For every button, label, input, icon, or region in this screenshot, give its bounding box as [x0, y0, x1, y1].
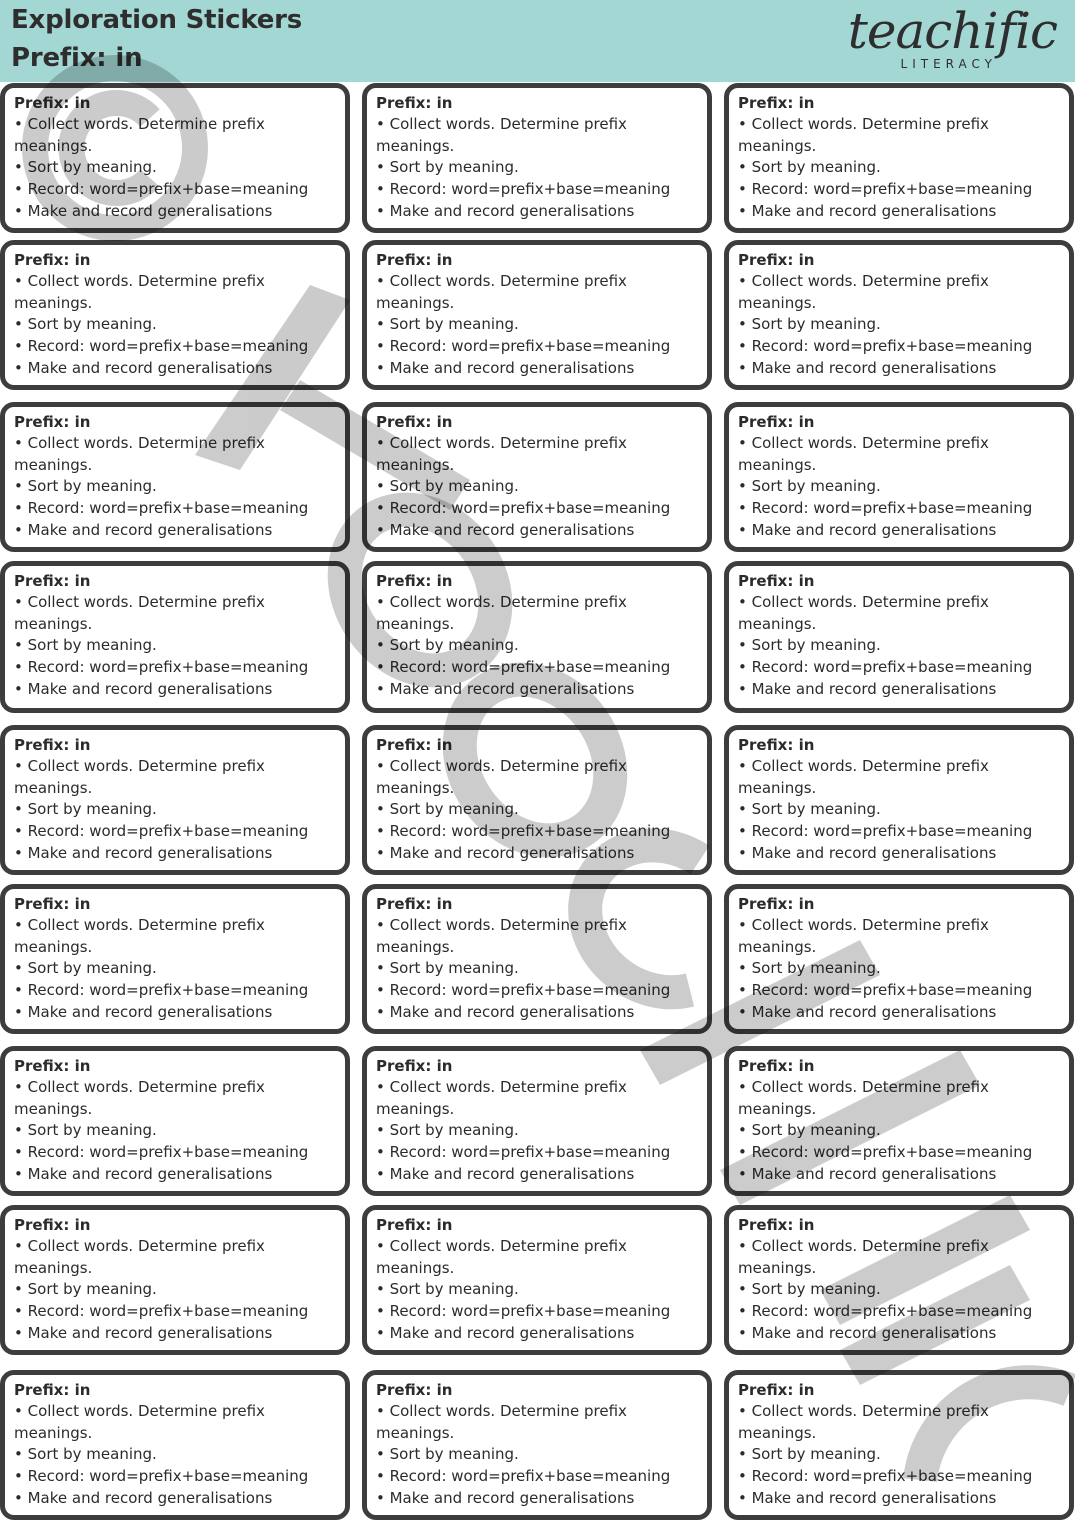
- sticker-instruction-line: meanings.: [14, 1423, 93, 1442]
- sticker-title: Prefix: in: [14, 251, 91, 269]
- sticker-title: Prefix: in: [738, 572, 815, 590]
- sticker-instruction-line: • Collect words. Determine prefix: [14, 434, 265, 452]
- sticker-instruction-line: • Sort by meaning.: [738, 1280, 881, 1299]
- sticker-title: Prefix: in: [738, 413, 815, 431]
- sticker-instruction-line: • Sort by meaning.: [14, 315, 157, 334]
- sticker-title: Prefix: in: [14, 572, 91, 590]
- sticker-instruction-line: • Record: word=prefix+base=meaning: [14, 337, 309, 356]
- sticker-instruction-line: • Record: word=prefix+base=meaning: [376, 499, 671, 518]
- sticker-instruction-line: • Sort by meaning.: [376, 1445, 519, 1464]
- sticker-instruction-line: • Collect words. Determine prefix: [376, 593, 627, 611]
- page-title: Exploration Stickers: [11, 5, 303, 35]
- sticker-instruction-line: • Sort by meaning.: [376, 800, 519, 819]
- sticker-instruction-line: • Collect words. Determine prefix: [376, 272, 627, 290]
- sticker-instruction-line: • Make and record generalisations: [376, 1002, 635, 1021]
- sticker-instruction-line: • Record: word=prefix+base=meaning: [738, 1302, 1033, 1321]
- sticker-instruction-line: • Collect words. Determine prefix: [14, 593, 265, 611]
- sticker-instruction-line: • Sort by meaning.: [738, 959, 881, 978]
- sticker-instruction-line: meanings.: [14, 614, 93, 633]
- sticker-instruction-line: • Make and record generalisations: [14, 520, 273, 539]
- sticker-card: [362, 240, 712, 390]
- sticker-card: [362, 561, 712, 713]
- sticker-card: [362, 1046, 712, 1196]
- logo-wordmark: teachific: [847, 2, 1057, 60]
- sticker-instruction-line: • Collect words. Determine prefix: [14, 757, 265, 775]
- sticker-card: [724, 1046, 1074, 1196]
- sticker-instruction-line: • Make and record generalisations: [738, 1488, 997, 1507]
- sticker-instruction-line: • Make and record generalisations: [14, 201, 273, 220]
- sticker-instruction-line: • Sort by meaning.: [738, 477, 881, 496]
- sticker-instruction-line: meanings.: [376, 1258, 455, 1277]
- sticker-instruction-line: • Collect words. Determine prefix: [14, 272, 265, 290]
- sticker-card: [724, 725, 1074, 875]
- sticker-instruction-line: • Record: word=prefix+base=meaning: [14, 822, 309, 841]
- sticker-instruction-line: • Collect words. Determine prefix: [376, 1237, 627, 1255]
- sticker-instruction-line: meanings.: [738, 455, 817, 474]
- sticker-instruction-line: • Collect words. Determine prefix: [376, 1078, 627, 1096]
- sticker-instruction-line: • Record: word=prefix+base=meaning: [738, 1467, 1033, 1486]
- sticker-card: [362, 83, 712, 233]
- sticker-instruction-line: meanings.: [376, 614, 455, 633]
- sticker-instruction-line: meanings.: [14, 778, 93, 797]
- sticker-instruction-line: • Sort by meaning.: [14, 158, 157, 177]
- sticker-instruction-line: • Record: word=prefix+base=meaning: [738, 822, 1033, 841]
- sticker-instruction-line: meanings.: [738, 293, 817, 312]
- sticker-instruction-line: • Sort by meaning.: [14, 1121, 157, 1140]
- sticker-card: [362, 1370, 712, 1520]
- sticker-instruction-line: • Make and record generalisations: [376, 201, 635, 220]
- sticker-instruction-line: meanings.: [738, 1099, 817, 1118]
- sticker-instruction-line: • Make and record generalisations: [376, 1164, 635, 1183]
- sticker-instruction-line: • Sort by meaning.: [738, 1445, 881, 1464]
- sticker-instruction-line: • Collect words. Determine prefix: [14, 115, 265, 133]
- sticker-title: Prefix: in: [376, 736, 453, 754]
- sticker-instruction-line: • Sort by meaning.: [14, 800, 157, 819]
- sticker-title: Prefix: in: [376, 572, 453, 590]
- sticker-instruction-line: • Collect words. Determine prefix: [376, 757, 627, 775]
- sticker-title: Prefix: in: [738, 895, 815, 913]
- sticker-title: Prefix: in: [376, 895, 453, 913]
- logo-subtitle: LITERACY: [900, 57, 997, 71]
- sticker-instruction-line: • Sort by meaning.: [738, 315, 881, 334]
- sticker-title: Prefix: in: [376, 251, 453, 269]
- sticker-instruction-line: • Record: word=prefix+base=meaning: [376, 658, 671, 677]
- sticker-instruction-line: • Make and record generalisations: [376, 843, 635, 862]
- sticker-title: Prefix: in: [376, 1057, 453, 1075]
- sticker-instruction-line: meanings.: [376, 293, 455, 312]
- sticker-instruction-line: • Make and record generalisations: [738, 201, 997, 220]
- sticker-card: [0, 1046, 350, 1196]
- sticker-instruction-line: • Collect words. Determine prefix: [376, 1402, 627, 1420]
- sticker-instruction-line: • Record: word=prefix+base=meaning: [14, 981, 309, 1000]
- sticker-instruction-line: meanings.: [14, 1099, 93, 1118]
- sticker-instruction-line: • Sort by meaning.: [376, 959, 519, 978]
- sticker-instruction-line: • Make and record generalisations: [376, 1488, 635, 1507]
- sticker-instruction-line: meanings.: [14, 136, 93, 155]
- sticker-instruction-line: • Record: word=prefix+base=meaning: [14, 658, 309, 677]
- sticker-card: [0, 1205, 350, 1355]
- sticker-instruction-line: • Make and record generalisations: [14, 1002, 273, 1021]
- sticker-instruction-line: • Make and record generalisations: [738, 1002, 997, 1021]
- sticker-instruction-line: meanings.: [14, 937, 93, 956]
- sticker-instruction-line: • Record: word=prefix+base=meaning: [376, 1143, 671, 1162]
- sticker-instruction-line: • Sort by meaning.: [738, 158, 881, 177]
- sticker-instruction-line: • Make and record generalisations: [738, 358, 997, 377]
- sticker-instruction-line: • Record: word=prefix+base=meaning: [14, 499, 309, 518]
- sticker-instruction-line: • Collect words. Determine prefix: [738, 1402, 989, 1420]
- sticker-instruction-line: • Sort by meaning.: [376, 636, 519, 655]
- sticker-instruction-line: • Collect words. Determine prefix: [738, 272, 989, 290]
- sticker-title: Prefix: in: [14, 1216, 91, 1234]
- sticker-card: [0, 884, 350, 1034]
- sticker-instruction-line: • Make and record generalisations: [738, 679, 997, 698]
- sticker-instruction-line: • Collect words. Determine prefix: [14, 1237, 265, 1255]
- sticker-instruction-line: • Make and record generalisations: [376, 520, 635, 539]
- sticker-card: [0, 1370, 350, 1520]
- sticker-instruction-line: meanings.: [738, 1423, 817, 1442]
- sticker-instruction-line: meanings.: [738, 937, 817, 956]
- sticker-instruction-line: • Collect words. Determine prefix: [14, 1402, 265, 1420]
- sticker-card: [724, 240, 1074, 390]
- sticker-instruction-line: • Record: word=prefix+base=meaning: [738, 658, 1033, 677]
- sticker-instruction-line: • Record: word=prefix+base=meaning: [376, 180, 671, 199]
- sticker-instruction-line: • Sort by meaning.: [14, 1280, 157, 1299]
- sticker-instruction-line: meanings.: [738, 1258, 817, 1277]
- sticker-instruction-line: meanings.: [376, 1423, 455, 1442]
- sticker-card: [0, 83, 350, 233]
- sticker-instruction-line: • Record: word=prefix+base=meaning: [376, 1302, 671, 1321]
- sticker-instruction-line: meanings.: [376, 455, 455, 474]
- sticker-instruction-line: • Make and record generalisations: [738, 520, 997, 539]
- sticker-instruction-line: meanings.: [14, 293, 93, 312]
- sticker-instruction-line: • Collect words. Determine prefix: [376, 434, 627, 452]
- sticker-instruction-line: • Make and record generalisations: [14, 358, 273, 377]
- sticker-card: [362, 725, 712, 875]
- sticker-instruction-line: • Sort by meaning.: [376, 1280, 519, 1299]
- sticker-instruction-line: • Sort by meaning.: [14, 959, 157, 978]
- sticker-card: [362, 884, 712, 1034]
- sticker-title: Prefix: in: [14, 736, 91, 754]
- sticker-instruction-line: • Collect words. Determine prefix: [14, 1078, 265, 1096]
- sticker-title: Prefix: in: [376, 1381, 453, 1399]
- sticker-instruction-line: • Collect words. Determine prefix: [738, 757, 989, 775]
- sticker-instruction-line: • Record: word=prefix+base=meaning: [376, 1467, 671, 1486]
- sticker-instruction-line: • Record: word=prefix+base=meaning: [376, 337, 671, 356]
- sticker-card: [724, 561, 1074, 713]
- sticker-instruction-line: • Make and record generalisations: [14, 679, 273, 698]
- sticker-card: [724, 1205, 1074, 1355]
- sticker-instruction-line: • Make and record generalisations: [14, 1164, 273, 1183]
- sticker-instruction-line: • Sort by meaning.: [14, 1445, 157, 1464]
- sticker-instruction-line: • Sort by meaning.: [376, 158, 519, 177]
- sticker-card: [0, 402, 350, 552]
- sticker-instruction-line: • Collect words. Determine prefix: [14, 916, 265, 934]
- sticker-instruction-line: • Record: word=prefix+base=meaning: [738, 981, 1033, 1000]
- sticker-instruction-line: meanings.: [738, 136, 817, 155]
- sticker-instruction-line: • Sort by meaning.: [376, 1121, 519, 1140]
- sticker-instruction-line: meanings.: [738, 614, 817, 633]
- sticker-instruction-line: • Record: word=prefix+base=meaning: [738, 1143, 1033, 1162]
- sticker-instruction-line: meanings.: [376, 937, 455, 956]
- sticker-instruction-line: • Record: word=prefix+base=meaning: [376, 822, 671, 841]
- sticker-card: [724, 83, 1074, 233]
- sticker-title: Prefix: in: [738, 1381, 815, 1399]
- sticker-card: [724, 402, 1074, 552]
- sticker-instruction-line: meanings.: [738, 778, 817, 797]
- sticker-card: [0, 240, 350, 390]
- sticker-title: Prefix: in: [376, 413, 453, 431]
- sticker-instruction-line: meanings.: [376, 778, 455, 797]
- sticker-title: Prefix: in: [738, 1057, 815, 1075]
- sticker-title: Prefix: in: [376, 94, 453, 112]
- sticker-instruction-line: • Collect words. Determine prefix: [738, 916, 989, 934]
- sticker-instruction-line: • Make and record generalisations: [738, 843, 997, 862]
- sticker-instruction-line: • Collect words. Determine prefix: [738, 1078, 989, 1096]
- sticker-instruction-line: meanings.: [14, 1258, 93, 1277]
- sticker-card: [362, 1205, 712, 1355]
- sticker-instruction-line: • Collect words. Determine prefix: [738, 1237, 989, 1255]
- sticker-title: Prefix: in: [14, 1057, 91, 1075]
- sticker-title: Prefix: in: [14, 895, 91, 913]
- sticker-instruction-line: meanings.: [376, 136, 455, 155]
- sticker-instruction-line: • Collect words. Determine prefix: [738, 434, 989, 452]
- sticker-instruction-line: • Make and record generalisations: [14, 1323, 273, 1342]
- sticker-instruction-line: • Collect words. Determine prefix: [376, 916, 627, 934]
- sticker-title: Prefix: in: [14, 413, 91, 431]
- sticker-instruction-line: meanings.: [376, 1099, 455, 1118]
- sticker-instruction-line: • Make and record generalisations: [14, 843, 273, 862]
- sticker-instruction-line: • Record: word=prefix+base=meaning: [376, 981, 671, 1000]
- sticker-instruction-line: • Sort by meaning.: [376, 315, 519, 334]
- sticker-instruction-line: • Make and record generalisations: [738, 1323, 997, 1342]
- sticker-instruction-line: meanings.: [14, 455, 93, 474]
- sticker-instruction-line: • Make and record generalisations: [376, 358, 635, 377]
- sticker-instruction-line: • Collect words. Determine prefix: [738, 115, 989, 133]
- sticker-instruction-line: • Record: word=prefix+base=meaning: [14, 1302, 309, 1321]
- sticker-instruction-line: • Make and record generalisations: [376, 1323, 635, 1342]
- sticker-instruction-line: • Collect words. Determine prefix: [376, 115, 627, 133]
- sticker-instruction-line: • Sort by meaning.: [738, 636, 881, 655]
- sticker-instruction-line: • Record: word=prefix+base=meaning: [14, 180, 309, 199]
- sticker-card: [0, 725, 350, 875]
- sticker-title: Prefix: in: [738, 94, 815, 112]
- sticker-card: [0, 561, 350, 713]
- sticker-instruction-line: • Make and record generalisations: [14, 1488, 273, 1507]
- sticker-title: Prefix: in: [376, 1216, 453, 1234]
- sticker-title: Prefix: in: [738, 1216, 815, 1234]
- sticker-instruction-line: • Sort by meaning.: [14, 477, 157, 496]
- sticker-instruction-line: • Sort by meaning.: [14, 636, 157, 655]
- sticker-instruction-line: • Record: word=prefix+base=meaning: [738, 337, 1033, 356]
- sticker-instruction-line: • Sort by meaning.: [376, 477, 519, 496]
- sticker-card: [362, 402, 712, 552]
- sticker-instruction-line: • Record: word=prefix+base=meaning: [738, 180, 1033, 199]
- sticker-card: [724, 884, 1074, 1034]
- sticker-instruction-line: • Sort by meaning.: [738, 800, 881, 819]
- sticker-instruction-line: • Record: word=prefix+base=meaning: [738, 499, 1033, 518]
- sticker-instruction-line: • Record: word=prefix+base=meaning: [14, 1467, 309, 1486]
- sticker-title: Prefix: in: [738, 736, 815, 754]
- sticker-instruction-line: • Make and record generalisations: [376, 679, 635, 698]
- sticker-instruction-line: • Make and record generalisations: [738, 1164, 997, 1183]
- sticker-instruction-line: • Collect words. Determine prefix: [738, 593, 989, 611]
- sticker-instruction-line: • Record: word=prefix+base=meaning: [14, 1143, 309, 1162]
- sticker-instruction-line: • Sort by meaning.: [738, 1121, 881, 1140]
- sticker-title: Prefix: in: [738, 251, 815, 269]
- sticker-card: [724, 1370, 1074, 1520]
- sticker-title: Prefix: in: [14, 1381, 91, 1399]
- sticker-title: Prefix: in: [14, 94, 91, 112]
- page-subtitle: Prefix: in: [11, 43, 143, 73]
